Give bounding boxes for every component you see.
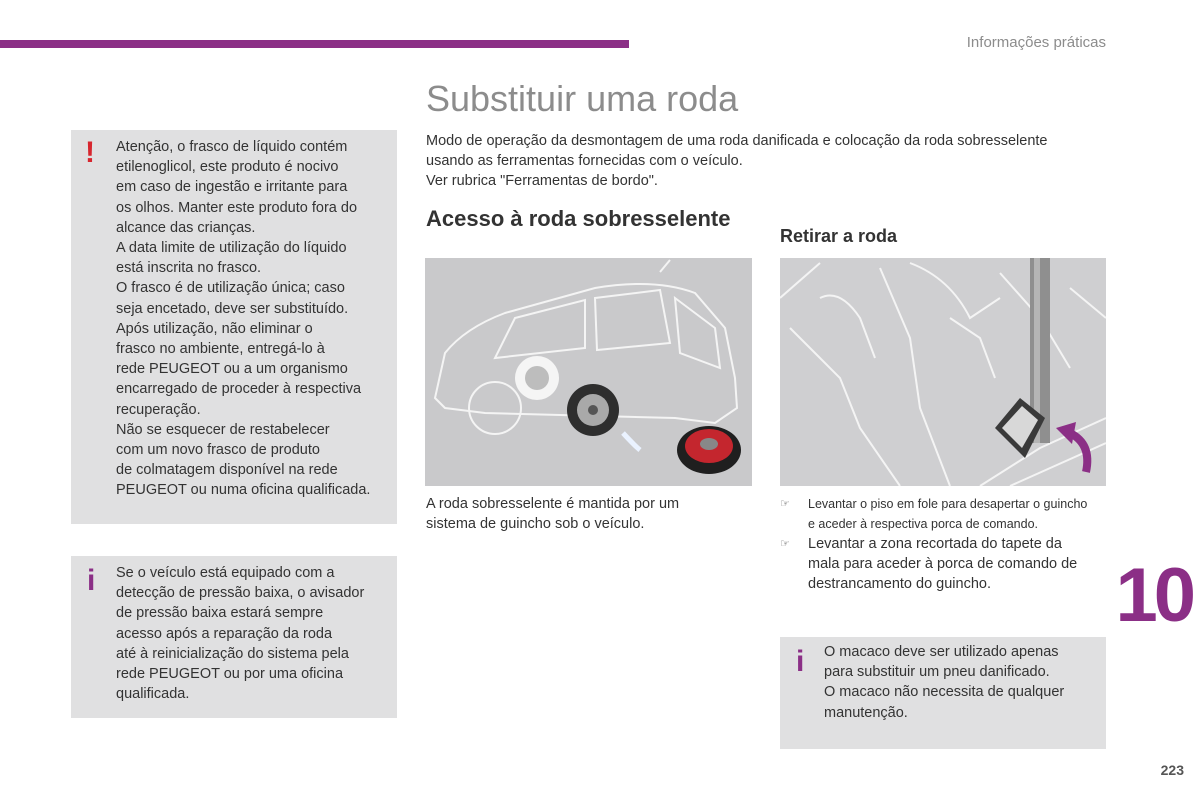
- info-box-tpms: [71, 556, 397, 718]
- text-line: Não se esquecer de restabelecer: [116, 421, 330, 438]
- intro-line: Modo de operação da desmontagem de uma roda danificada e colocação da roda sobresselente: [426, 133, 1048, 149]
- text-line: manutenção.: [824, 704, 908, 721]
- remove-instructions: [780, 494, 1110, 594]
- text-line: com um novo frasco de produto: [116, 442, 320, 459]
- text-line: os olhos. Manter este produto fora do: [116, 199, 358, 216]
- text-line: Atenção, o frasco de líquido contém: [116, 139, 348, 155]
- warning-box: [71, 130, 397, 524]
- text-line: Se o veículo está equipado com a: [116, 565, 335, 581]
- caption-line: sistema de guincho sob o veículo.: [426, 516, 645, 532]
- info-box-jack: [780, 637, 1106, 749]
- pointing-hand-icon: ☞: [780, 538, 790, 550]
- text-line: de pressão baixa estará sempre: [116, 605, 324, 622]
- text-line: etilenoglicol, este produto é nocivo: [116, 159, 339, 176]
- text-line: para substituir um pneu danificado.: [824, 664, 1050, 681]
- text-line: recuperação.: [116, 401, 201, 418]
- text-line: rede PEUGEOT ou por uma oficina: [116, 666, 344, 683]
- page-title: Substituir uma roda: [426, 78, 739, 119]
- pointing-hand-icon: ☞: [780, 498, 790, 510]
- text-line: encarregado de proceder à respectiva: [116, 381, 362, 398]
- spare-wheel-illustration: [425, 258, 752, 486]
- intro-line: usando as ferramentas fornecidas com o veículo.: [426, 153, 743, 169]
- info-icon: i: [87, 564, 96, 597]
- instruction-line: Levantar o piso em fole para desapertar o guincho: [808, 497, 1088, 511]
- info-text-tpms: [116, 563, 394, 704]
- instruction-line: Levantar a zona recortada do tapete da: [808, 536, 1062, 552]
- text-line: Após utilização, não eliminar o: [116, 320, 313, 337]
- caption-line: A roda sobresselente é mantida por um: [426, 496, 680, 512]
- text-line: seja encetado, deve ser substituído.: [116, 300, 349, 317]
- winch-nut-icon: [780, 258, 1106, 486]
- intro-line: Ver rubrica "Ferramentas de bordo".: [426, 173, 658, 189]
- instruction-item: [780, 494, 1110, 534]
- text-line: detecção de pressão baixa, o avisador: [116, 585, 365, 602]
- instruction-line: e aceder à respectiva porca de comando.: [808, 517, 1038, 531]
- text-line: qualificada.: [116, 686, 190, 703]
- text-line: rede PEUGEOT ou a um organismo: [116, 361, 348, 378]
- text-line: O macaco não necessita de qualquer: [824, 684, 1065, 701]
- warning-text: [116, 137, 394, 501]
- text-line: frasco no ambiente, entregá-lo à: [116, 341, 325, 358]
- text-line: PEUGEOT ou numa oficina qualificada.: [116, 482, 371, 499]
- trunk-floor-illustration: [780, 258, 1106, 486]
- spare-wheel-caption: [426, 494, 752, 534]
- instruction-text: [808, 494, 1087, 534]
- text-line: A data limite de utilização do líquido: [116, 240, 347, 257]
- instruction-line: destrancamento do guincho.: [808, 576, 991, 592]
- section-heading-access: Acesso à roda sobresselente: [426, 206, 731, 231]
- info-text-jack: [824, 642, 1102, 723]
- text-line: de colmatagem disponível na rede: [116, 462, 338, 479]
- text-line: em caso de ingestão e irritante para: [116, 179, 348, 196]
- intro-text: [426, 131, 1116, 191]
- text-line: até à reinicialização do sistema pela: [116, 645, 349, 662]
- info-icon: i: [796, 645, 805, 678]
- instruction-text: [808, 534, 1077, 594]
- text-line: O macaco deve ser utilizado apenas: [824, 644, 1059, 660]
- chapter-number: 10: [1115, 553, 1192, 638]
- section-label: Informações práticas: [966, 34, 1106, 51]
- text-line: alcance das crianças.: [116, 219, 256, 236]
- instruction-line: mala para aceder à porca de comando de: [808, 556, 1078, 572]
- text-line: O frasco é de utilização única; caso: [116, 280, 345, 297]
- exclamation-icon: !: [85, 136, 95, 169]
- instruction-item: [780, 534, 1110, 594]
- car-spare-wheel-icon: [425, 258, 752, 486]
- section-heading-remove: Retirar a roda: [780, 226, 898, 246]
- text-line: está inscrita no frasco.: [116, 260, 262, 277]
- page-number: 223: [1160, 762, 1184, 778]
- header-accent-bar: [0, 40, 629, 48]
- text-line: acesso após a reparação da roda: [116, 625, 333, 642]
